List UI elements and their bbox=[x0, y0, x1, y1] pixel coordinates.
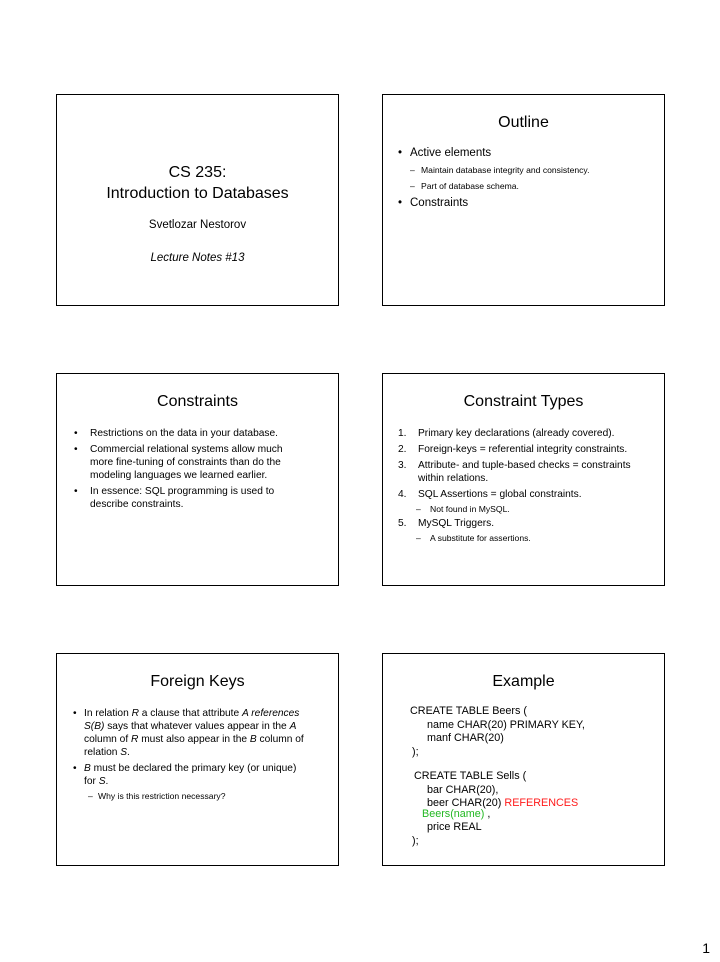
bullet-active-elements: Active elements bbox=[410, 147, 492, 159]
constraints-line-2: Commercial relational systems allow much bbox=[90, 444, 283, 455]
code-line-2: name CHAR(20) PRIMARY KEY, bbox=[427, 719, 585, 731]
slide-outline bbox=[382, 94, 665, 306]
lecture-notes-label: Lecture Notes #13 bbox=[150, 252, 245, 264]
slide-constraints bbox=[56, 373, 339, 586]
sub-not-found-mysql: Not found in MySQL. bbox=[430, 504, 510, 514]
bullet: • bbox=[73, 763, 77, 774]
fk-line-3: column of R must also appear in the B column of bbox=[84, 734, 304, 745]
bullet: • bbox=[74, 428, 78, 439]
slide-foreign-keys bbox=[56, 653, 339, 866]
type-primary-key: Primary key declarations (already covered). bbox=[418, 428, 615, 439]
fk-line-4: relation S. bbox=[84, 747, 130, 758]
dash: – bbox=[416, 533, 421, 543]
course-code: CS 235: bbox=[168, 164, 227, 181]
code-line-9: price REAL bbox=[427, 821, 482, 833]
dash: – bbox=[410, 181, 415, 191]
bullet: • bbox=[73, 708, 77, 719]
code-line-1: CREATE TABLE Beers ( bbox=[410, 705, 527, 717]
sub-why-restriction: Why is this restriction necessary? bbox=[98, 791, 226, 801]
references-keyword: REFERENCES bbox=[504, 797, 579, 809]
slide-constraint-types bbox=[382, 373, 665, 586]
dash: – bbox=[88, 791, 93, 801]
sub-bullet-schema: Part of database schema. bbox=[421, 181, 519, 191]
dash: – bbox=[410, 165, 415, 175]
fk-line-1: In relation R a clause that attribute A references bbox=[84, 708, 300, 719]
author-name: Svetlozar Nestorov bbox=[148, 219, 247, 231]
item-number: 4. bbox=[398, 489, 407, 500]
type-triggers: MySQL Triggers. bbox=[418, 518, 495, 529]
type-checks: Attribute- and tuple-based checks = constraints bbox=[418, 460, 631, 471]
sub-bullet-integrity: Maintain database integrity and consistency. bbox=[421, 165, 590, 175]
constraints-line-5: In essence: SQL programming is used to bbox=[90, 486, 275, 497]
slide-title bbox=[56, 94, 339, 306]
fk-line-6: for S. bbox=[84, 776, 109, 787]
code-line-10: ); bbox=[412, 835, 419, 847]
slide-title-example: Example bbox=[492, 673, 555, 690]
item-number: 3. bbox=[398, 460, 407, 471]
bullet: • bbox=[398, 147, 403, 159]
item-number: 2. bbox=[398, 444, 407, 455]
type-checks-cont: within relations. bbox=[418, 473, 489, 484]
constraints-line-6: describe constraints. bbox=[90, 499, 184, 510]
code-line-3: manf CHAR(20) bbox=[427, 732, 504, 744]
type-foreign-keys: Foreign-keys = referential integrity constraints. bbox=[418, 444, 628, 455]
sub-substitute-assertions: A substitute for assertions. bbox=[430, 533, 531, 543]
code-line-7: beer CHAR(20) REFERENCES bbox=[427, 797, 579, 809]
constraints-line-3: more fine-tuning of constraints than do the bbox=[90, 457, 281, 468]
course-title: Introduction to Databases bbox=[106, 185, 289, 202]
code-line-4: ); bbox=[412, 746, 419, 758]
constraints-line-1: Restrictions on the data in your database. bbox=[90, 428, 279, 439]
constraints-line-4: modeling languages we learned earlier. bbox=[90, 470, 268, 481]
code-line-8: Beers(name) , bbox=[422, 808, 491, 820]
beers-name-reference: Beers(name) bbox=[422, 808, 485, 820]
dash: – bbox=[416, 504, 421, 514]
type-assertions: SQL Assertions = global constraints. bbox=[418, 489, 582, 500]
item-number: 5. bbox=[398, 518, 407, 529]
bullet-constraints: Constraints bbox=[410, 197, 469, 209]
bullet: • bbox=[74, 444, 78, 455]
bullet: • bbox=[74, 486, 78, 497]
fk-line-2: S(B) says that whatever values appear in the A bbox=[84, 721, 297, 732]
fk-line-5: B must be declared the primary key (or unique) bbox=[84, 763, 297, 774]
bullet: • bbox=[398, 197, 403, 209]
slide-example bbox=[382, 653, 665, 866]
slide-title-constraints: Constraints bbox=[157, 393, 238, 410]
code-line-5: CREATE TABLE Sells ( bbox=[414, 770, 527, 782]
code-line-6: bar CHAR(20), bbox=[427, 784, 499, 796]
page-number: 1 bbox=[702, 940, 710, 956]
item-number: 1. bbox=[398, 428, 407, 439]
slide-title-foreign-keys: Foreign Keys bbox=[150, 673, 245, 690]
slide-title-outline: Outline bbox=[498, 114, 549, 131]
slide-title-constraint-types: Constraint Types bbox=[463, 393, 584, 410]
